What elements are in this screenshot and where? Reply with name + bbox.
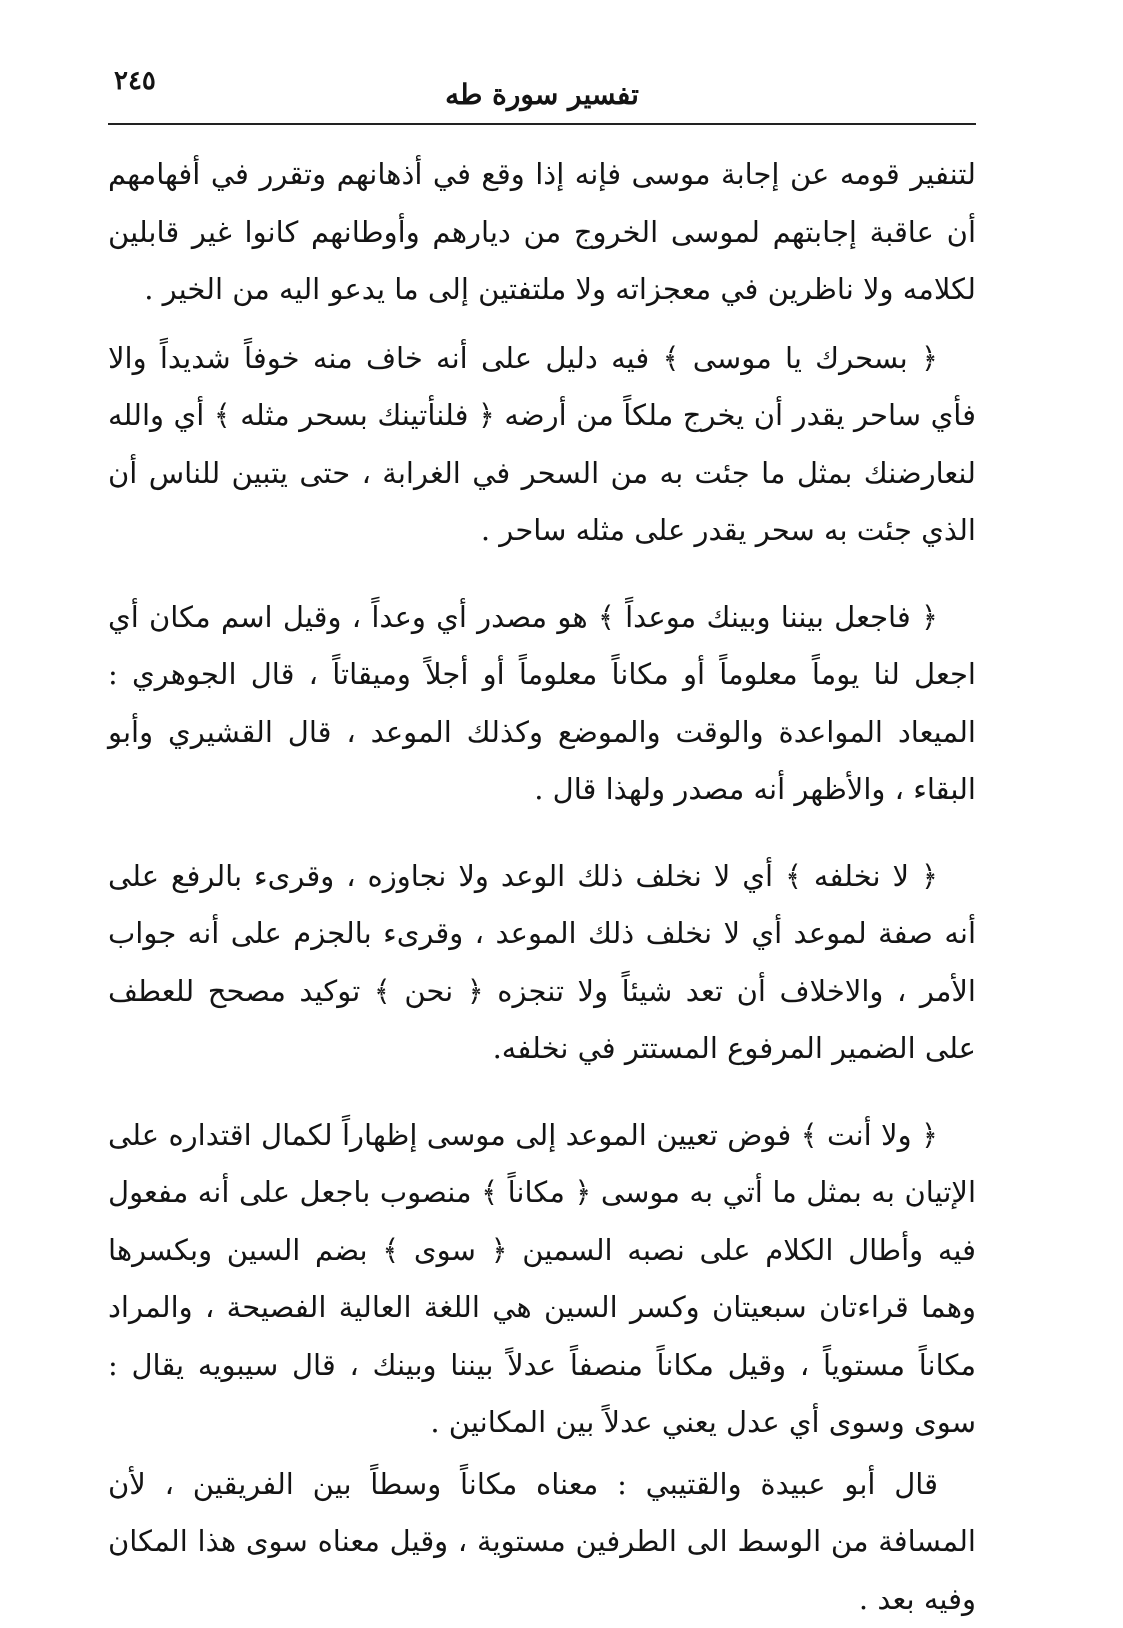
paragraph-3: ﴿ فاجعل بيننا وبينك موعداً ﴾ هو مصدر أي وعداً ، وقيل اسم مكان أي اجعل لنا يوماً معلوماً أو مكاناً معلوماً أو أجلاً وميقاتاً ، قال الجوهري : الميعاد المواعدة والوقت والموضع وكذلك الموعد ، قال القشيري وأبو البقاء ، والأظهر أنه مصدر ولهذا قال . (108, 589, 976, 819)
page-number: ٢٤٥ (114, 66, 156, 96)
running-title: تفسير سورة طه (108, 78, 976, 111)
paragraph-2: ﴿ بسحرك يا موسى ﴾ فيه دليل على أنه خاف منه خوفاً شديداً والا فأي ساحر يقدر أن يخرج ملكاً من أرضه ﴿ فلنأتينك بسحر مثله ﴾ أي والله لنعارضنك بمثل ما جئت به من السحر في الغرابة ، حتى يتبين للناس أن الذي جئت به سحر يقدر على مثله ساحر . (108, 330, 976, 560)
paragraph-1: لتنفير قومه عن إجابة موسى فإنه إذا وقع في أذهانهم وتقرر في أفهامهم أن عاقبة إجابتهم لموسى الخروج من ديارهم وأوطانهم كانوا غير قابلين لكلامه ولا ناظرين في معجزاته ولا ملتفتين إلى ما يدعو اليه من الخير . (108, 146, 976, 319)
paragraph-4: ﴿ لا نخلفه ﴾ أي لا نخلف ذلك الوعد ولا نجاوزه ، وقرىء بالرفع على أنه صفة لموعد أي لا نخلف ذلك الموعد ، وقرىء بالجزم على أنه جواب الأمر ، والاخلاف أن تعد شيئاً ولا تنجزه ﴿ نحن ﴾ توكيد مصحح للعطف على الضمير المرفوع المستتر في نخلفه. (108, 848, 976, 1078)
body-text (108, 146, 976, 1628)
page-header (108, 66, 976, 122)
paragraph-5: ﴿ ولا أنت ﴾ فوض تعيين الموعد إلى موسى إظهاراً لكمال اقتداره على الإتيان به بمثل ما أتي به موسى ﴿ مكاناً ﴾ منصوب باجعل على أنه مفعول فيه وأطال الكلام على نصبه السمين ﴿ سوى ﴾ بضم السين وبكسرها وهما قراءتان سبعيتان وكسر السين هي اللغة العالية الفصيحة ، والمراد مكاناً مستوياً ، وقيل مكاناً منصفاً عدلاً بيننا وبينك ، قال سيبويه يقال : سوى وسوى أي عدل يعني عدلاً بين المكانين . (108, 1107, 976, 1452)
header-rule (108, 123, 976, 125)
paragraph-6: قال أبو عبيدة والقتيبي : معناه مكاناً وسطاً بين الفريقين ، لأن المسافة من الوسط الى الطرفين مستوية ، وقيل معناه سوى هذا المكان وفيه بعد . (108, 1456, 976, 1628)
